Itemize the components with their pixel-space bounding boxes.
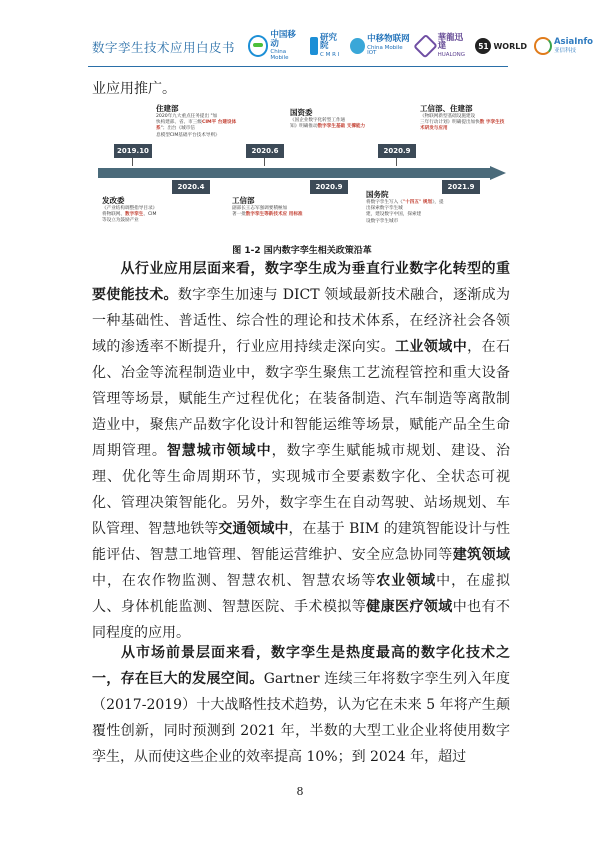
paragraph-text: ，在石化、冶金等流程制造业中，数字孪生聚焦工艺流程管控和重大设备管理等场景，赋能生产过程优化；在装备制造、汽车制造等离散制造业中，聚焦产品数字化设计和智能运维等场景，赋能产品全生命周期管理。	[92, 339, 511, 459]
asiainfo-logo	[534, 37, 593, 55]
event-desc: 2020年九大重点任务提出 "加 快构建部、省、市三级	[156, 114, 218, 126]
event-highlight: CIM平 台建设体系	[156, 120, 237, 132]
paragraph-industry-applications	[92, 256, 510, 646]
paragraph-text: ，数字孪生赋能城市规划、建设、治理、优化等生命周期环节，实现城市全要素数字化、全状态可视化、管理决策智能化。另外，数字孪生在自动驾驶、站场规划、车队管理、智慧地铁等	[92, 443, 511, 537]
timeline-event	[366, 190, 446, 225]
logo-subtext: HUALONG	[437, 51, 466, 58]
header-divider	[88, 66, 508, 67]
event-org: 工信部	[232, 196, 255, 205]
paragraph-text: Gartner 连续三年将数字孪生列入年度（2017-2019）十大战略性技术趋势，认为它在未来 5 年将产生颠覆性创新，同时预测到 2021 年，半数的大型工业企业将使用数字孪生，从而使这些企业的效率提高 10%；到 2024 年，超过	[92, 671, 511, 765]
51-icon: 51	[475, 38, 491, 54]
document-title: 数字孪生技术应用白皮书	[92, 40, 236, 55]
event-highlight: 数字孪生等新技术应 用标准	[245, 212, 303, 218]
china-mobile-iot-logo	[350, 35, 409, 57]
event-desc-tail: 》，提出探索数字孪生城 建，建设数字中国，探索建 设数字孪生城市	[366, 200, 444, 224]
event-desc: 《国企业数字化转型工作通 知》明确推动	[290, 118, 346, 130]
event-desc: 将数字孪生写入《	[366, 200, 403, 205]
page-number: 8	[296, 785, 304, 798]
logo-text: WORLD	[493, 41, 527, 51]
event-highlight: 数字孪生基础 支撑能力	[317, 124, 366, 130]
timeline-event	[290, 108, 370, 130]
event-org: 住建部	[156, 104, 179, 113]
cmri-icon	[310, 37, 318, 55]
event-org: 国务院	[366, 190, 389, 199]
timeline-date: 2020.9	[378, 144, 416, 158]
timeline-date: 2019.10	[114, 144, 152, 158]
figure-caption: 图 1-2 国内数字孪生相关政策沿革	[232, 246, 372, 256]
logo-subtext: 亚信科技	[553, 47, 576, 54]
event-org: 工信部、住建部	[420, 104, 473, 113]
asiainfo-icon	[534, 37, 552, 55]
paragraph-text: ，在基于 BIM 的建筑智能设计与性能评估、智慧工地管理、智能运营维护、安全应急协同等	[92, 521, 511, 563]
paragraph-text: 中也有不同程度的应用。	[92, 599, 511, 641]
page-header	[0, 0, 600, 72]
timeline-event	[420, 104, 508, 133]
paragraph-text: 中，在虚拟人、身体机能监测、智慧医院、手术模拟等	[92, 573, 511, 615]
policy-timeline-figure	[92, 104, 512, 256]
event-highlight: 数字孪生	[124, 212, 144, 218]
china-mobile-logo	[248, 31, 303, 61]
bold-term: 健康医疗领域	[366, 599, 453, 615]
timeline-date: 2020.6	[246, 144, 284, 158]
paragraph-text: 中，在农作物监测、智慧农机、智慧农场等	[92, 573, 377, 589]
timeline-arrow	[98, 166, 508, 180]
51world-logo	[475, 38, 527, 54]
event-desc-tail: "；出台《城市信 息模型CIM基础平台技术导则》	[156, 126, 220, 138]
logo-text: AsiaInfo	[553, 37, 594, 47]
logo-text: 華龍迅達	[437, 32, 464, 52]
hualong-logo	[417, 34, 469, 59]
timeline-date: 2021.9	[442, 180, 480, 194]
paragraph-lead: 从行业应用层面来看，数字孪生成为垂直行业数字化转型的重要使能技术。	[92, 261, 510, 303]
timeline-event	[232, 196, 310, 218]
timeline-event	[102, 196, 172, 225]
iot-icon	[350, 38, 365, 54]
bold-term: 交通领域中	[218, 521, 289, 537]
event-desc-tail: 、CIM 等设立为鼓励产业	[102, 212, 157, 224]
event-highlight: "十四五" 规划	[402, 200, 433, 205]
timeline-event	[156, 104, 238, 139]
logo-text: 中国移动	[270, 30, 296, 49]
event-org: 发改委	[102, 196, 125, 205]
event-org: 国资委	[290, 108, 313, 117]
bold-term: 工业领域中	[395, 339, 468, 355]
hualong-icon	[413, 34, 438, 59]
bold-term: 建筑领域	[452, 547, 511, 563]
bold-term: 智慧城市领域中	[166, 443, 272, 459]
paragraph-lead: 从市场前景层面来看，数字孪生是热度最高的数字化技术之一，存在巨大的发展空间。	[92, 645, 510, 687]
logo-subtext: China Mobile IOT	[367, 44, 403, 57]
logo-subtext: C M R I	[320, 51, 340, 58]
paragraph-text: 数字孪生加速与 DICT 领域最新技术融合，逐渐成为一种基础性、普适性、综合性的理论和技术体系，在经济社会各领域的渗透率不断提升，行业应用持续走深向实。	[92, 287, 510, 355]
partner-logos	[248, 30, 600, 61]
logo-text: 研究院	[320, 32, 338, 52]
paragraph-market-outlook	[92, 640, 510, 770]
logo-text: 中移物联网	[367, 34, 410, 45]
timeline-date: 2020.4	[172, 180, 210, 194]
timeline-date: 2020.9	[310, 180, 348, 194]
intro-line: 业应用推广。	[92, 81, 176, 97]
event-desc: 《物联网新型基础设施建设 三年行动计划》明确提出加快	[420, 114, 480, 126]
event-desc: 《产业结构调整指导目录》 将物联网、	[102, 206, 158, 218]
event-highlight: 数 字孪生技术研发与应用	[420, 120, 505, 132]
china-mobile-icon	[248, 35, 268, 57]
bold-term: 农业领域	[376, 573, 437, 589]
cmri-logo	[310, 34, 344, 59]
event-desc: 副部长王志军强调要積極加 著一批	[232, 206, 288, 218]
logo-subtext: China Mobile	[270, 49, 289, 61]
